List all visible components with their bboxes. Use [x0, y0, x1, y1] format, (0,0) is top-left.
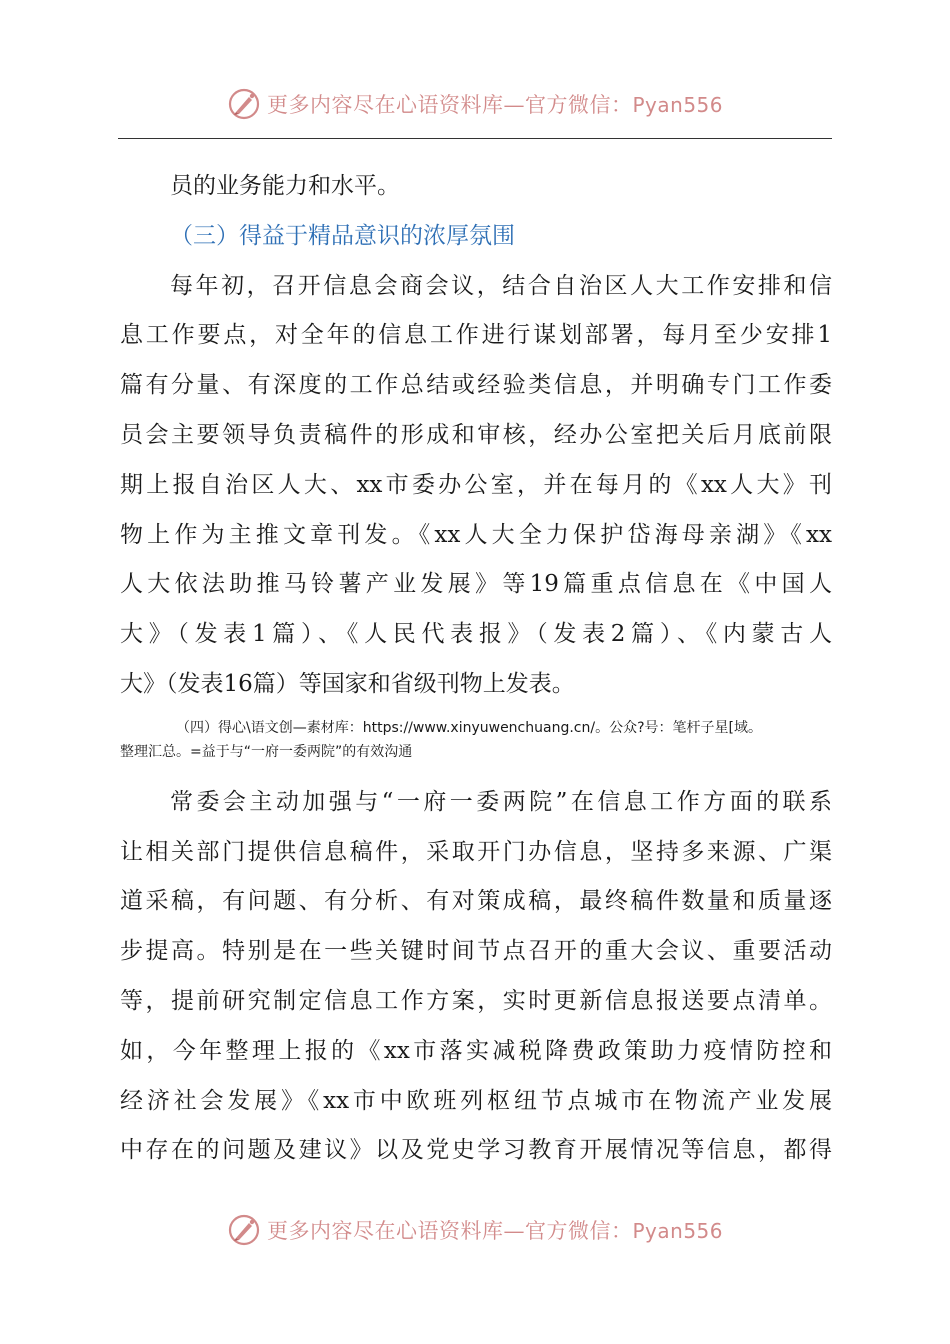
footer-banner	[0, 1210, 950, 1250]
source-note: 整理汇总。=益于与“一府一委两院”的有效沟通	[120, 743, 413, 760]
header-divider	[118, 138, 832, 139]
paragraph-line: 步提高。特别是在一些关键时间节点召开的重大会议、重要活动	[120, 938, 832, 965]
paragraph-line: 期上报自治区人大、xx市委办公室，并在每月的《xx人大》刊	[120, 471, 832, 498]
paragraph-line: 员的业务能力和水平。	[170, 173, 400, 199]
paragraph-line: 大》（发表1篇）、《人民代表报》（发表2篇）、《内蒙古人	[120, 621, 832, 648]
paragraph-line: 大》（发表16篇）等国家和省级刊物上发表。	[120, 670, 575, 697]
header-banner	[0, 84, 950, 124]
banner-text: 更多内容尽在心语资料库—官方微信：Pyan556	[266, 93, 723, 117]
paragraph-line: 物上作为主推文章刊发。《xx人大全力保护岱海母亲湖》《xx	[120, 521, 832, 548]
paragraph-line: 等，提前研究制定信息工作方案，实时更新信息报送要点清单。	[120, 987, 832, 1014]
pen-logo-icon	[227, 1213, 261, 1247]
document-body	[120, 162, 832, 1176]
paragraph-line: 篇有分量、有深度的工作总结或经验类信息，并明确专门工作委	[120, 372, 832, 399]
paragraph-line: 常委会主动加强与“一府一委两院”在信息工作方面的联系	[170, 788, 832, 815]
wechat-id: Pyan556	[632, 93, 723, 117]
paragraph-line: 经济社会发展》《xx市中欧班列枢纽节点城市在物流产业发展	[120, 1087, 832, 1114]
paragraph-line: 如，今年整理上报的《xx市落实减税降费政策助力疫情防控和	[120, 1037, 832, 1064]
paragraph-line: 让相关部门提供信息稿件，采取开门办信息，坚持多来源、广渠	[120, 838, 832, 865]
wechat-id: Pyan556	[632, 1219, 723, 1243]
paragraph-line: 每年初，召开信息会商会议，结合自治区人大工作安排和信	[170, 272, 832, 299]
pen-logo-icon	[227, 87, 261, 121]
paragraph-line: 人大依法助推马铃薯产业发展》等19篇重点信息在《中国人	[120, 571, 832, 598]
banner-text: 更多内容尽在心语资料库—官方微信：Pyan556	[266, 1219, 723, 1243]
source-note: （四）得心\语文创—素材库：https://www.xinyuwenchuang.cn/。公众?号：笔杆子星[域。	[176, 719, 762, 736]
paragraph-line: 中存在的问题及建议》以及党史学习教育开展情况等信息，都得	[120, 1137, 832, 1164]
paragraph-line: 道采稿，有问题、有分析、有对策成稿，最终稿件数量和质量逐	[120, 888, 832, 915]
paragraph-line: 员会主要领导负责稿件的形成和审核，经办公室把关后月底前限	[120, 421, 832, 448]
section-heading: （三）得益于精品意识的浓厚氛围	[170, 222, 515, 249]
paragraph-line: 息工作要点，对全年的信息工作进行谋划部署，每月至少安排1	[120, 322, 832, 349]
